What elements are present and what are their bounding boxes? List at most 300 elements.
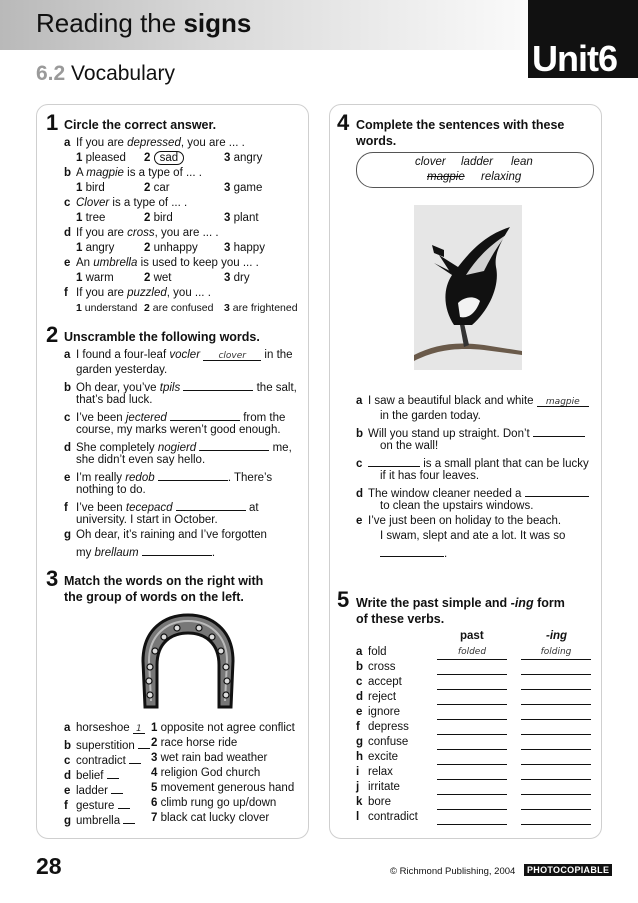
option-f-2 [144,301,213,316]
match-right-1 [151,721,295,736]
question-letter: d [64,227,72,239]
past-answer-line [437,707,507,720]
match-right-5 [151,781,294,796]
ing-answer-line [521,722,591,735]
handwritten-answer: folded [457,647,487,657]
past-answer-line [437,782,507,795]
sentence-text: from the [240,412,286,424]
handwritten-answer: 1 [136,724,142,734]
sentence-text: She completely [76,442,158,454]
match-word: belief [76,770,107,782]
answer-blank [138,736,150,749]
sentence-text: I saw a beautiful black and white [368,395,537,407]
sentence-text: . [211,547,216,559]
option-c-1 [76,211,105,226]
sentence-text: I’ve just been on holiday to the beach. [368,515,562,527]
page-title: Reading the signs [36,8,252,38]
verb-d [356,690,396,705]
sentence-text: garden yesterday. [76,364,168,376]
question-a [64,136,245,151]
option-text: happy [233,242,265,254]
question-keyword: Clover [76,197,110,209]
question-letter: a [356,395,363,407]
past-answer-line [437,722,507,735]
option-number: 2 [144,272,151,284]
option-text: plant [233,212,259,224]
past-answer-line [437,692,507,705]
question-keyword: depressed [127,137,181,149]
verb-a [356,645,387,660]
match-right-4 [151,766,260,781]
ing-answer-line [521,812,591,825]
complete-line [368,439,438,454]
option-e-2 [144,271,172,286]
sentence-text: is a small plant that can be lucky [420,458,589,470]
verb-text: depress [368,721,409,733]
match-group: black cat lucky clover [157,812,270,824]
scrambled-word: redob [125,472,155,484]
handwritten-answer: magpie [545,397,580,407]
option-number: 1 [76,272,83,284]
question-letter: e [64,257,71,269]
question-keyword: puzzled [127,287,167,299]
option-number: 1 [76,242,83,254]
question-letter: e [356,706,363,718]
option-text: bird [153,212,173,224]
sentence-text: Will you stand up straight. Don’t [368,428,533,440]
exercise-2-title: Unscramble the following words. [64,330,260,344]
option-text: understand [84,302,138,314]
sentence-text: my [76,547,95,559]
option-number: 1 [76,302,82,314]
sentence-text: to clean the upstairs windows. [380,500,534,512]
past-answer-line [437,797,507,810]
unscramble-line [64,528,267,543]
question-text: A [76,167,87,179]
match-left-g [64,811,135,829]
match-number: 1 [151,722,158,734]
question-letter: e [64,785,71,797]
question-f [64,286,211,301]
question-letter: i [356,766,360,778]
question-letter: d [356,691,364,703]
question-letter: b [64,740,72,752]
option-f-1 [76,301,137,316]
option-text: tree [85,212,106,224]
complete-line [368,529,565,544]
unscramble-line [64,423,281,438]
unscramble-line [64,363,167,378]
option-number: 2 [144,152,151,164]
option-number: 3 [224,302,230,314]
option-c-3 [224,211,259,226]
question-keyword: umbrella [93,257,138,269]
option-number: 1 [76,212,83,224]
option-number: 3 [224,272,231,284]
past-answer-line [437,752,507,765]
question-letter: d [356,488,364,500]
scrambled-word: brellaum [94,547,139,559]
ing-answer-line [521,662,591,675]
question-letter: b [64,382,72,394]
question-text: is a type of ... . [123,167,202,179]
sentence-text: I’m really [76,472,126,484]
copyright-notice: © Richmond Publishing, 2004 [390,866,516,877]
match-number: 7 [151,812,158,824]
exercise-4-number: 4 [337,110,350,135]
verb-text: contradict [368,811,418,823]
complete-line [356,394,589,409]
ing-answer-line [521,767,591,780]
question-e [64,256,259,271]
scrambled-word: nogierd [157,442,197,454]
sentence-text: me, [269,442,292,454]
match-right-3 [151,751,267,766]
unscramble-line [64,513,218,528]
photocopiable-badge: PHOTOCOPIABLE [524,864,612,876]
question-letter: c [356,676,363,688]
match-group: climb rung go up/down [157,797,277,809]
match-number: 4 [151,767,158,779]
match-word: superstition [76,740,139,752]
verb-text: bore [368,796,392,808]
option-text: warm [85,272,114,284]
answer-blank [176,498,246,511]
question-letter: a [64,722,71,734]
answer-blank [142,543,212,556]
question-letter: f [64,502,68,514]
match-word: umbrella [76,815,124,827]
scrambled-word: vocler [169,349,201,361]
complete-line [368,544,447,562]
option-number: 2 [144,212,151,224]
sentence-text: The window cleaner needed a [368,488,525,500]
verb-j [356,780,400,795]
option-d-2 [144,241,198,256]
match-right-2 [151,736,237,751]
answer-blank [537,394,589,407]
match-right-6 [151,796,276,811]
question-letter: b [356,661,364,673]
sentence-text: I’ve been [76,502,126,514]
sentence-text: she didn’t even say hello. [76,454,206,466]
verb-text: ignore [368,706,400,718]
word-lean: lean [511,156,533,168]
scrambled-word: tecepacd [125,502,173,514]
column-past-header: past [460,630,484,642]
match-right-7 [151,811,269,826]
sentence-text: on the wall! [380,440,439,452]
ing-answer-line [521,677,591,690]
exercise-3-title-line2: the group of words on the left. [64,590,244,604]
past-answer-line [437,737,507,750]
magpie-photo [414,205,522,370]
answer-blank [170,408,240,421]
question-letter: a [356,646,363,658]
question-keyword: cross [127,227,155,239]
option-e-3 [224,271,250,286]
exercise-4-title-line1: Complete the sentences with these [356,118,565,132]
section-heading: 6.2 Vocabulary [36,62,175,85]
verb-text: confuse [368,736,409,748]
sentence-text: if it has four leaves. [380,470,480,482]
exercise-3-title-line1: Match the words on the right with [64,574,264,588]
answer-blank [380,544,444,557]
question-letter: h [356,751,364,763]
option-b-2 [144,181,170,196]
question-letter: a [64,137,71,149]
verb-text: irritate [368,781,400,793]
exercise-1-title: Circle the correct answer. [64,118,217,132]
option-b-3 [224,181,262,196]
question-text: is used to keep you ... . [137,257,259,269]
past-answer-line [437,812,507,825]
exercise-4-title-line2: words. [356,134,397,148]
question-letter: g [356,736,364,748]
question-letter: c [356,458,363,470]
answer-blank [533,424,585,437]
verb-h [356,750,398,765]
question-letter: c [64,412,71,424]
exercise-3-number: 3 [46,566,59,591]
verb-text: accept [368,676,402,688]
question-letter: f [64,287,68,299]
ing-answer-line [521,752,591,765]
question-letter: f [356,721,360,733]
option-b-1 [76,181,105,196]
unscramble-line [64,453,205,468]
answer-blank [368,454,420,467]
question-text: If you are [76,227,128,239]
scrambled-word: jectered [125,412,167,424]
column-ing-header: -ing [546,630,568,642]
unscramble-line [64,348,293,363]
option-number: 1 [76,182,83,194]
verb-c [356,675,402,690]
answer-blank [123,811,135,824]
option-text: are frightened [232,302,298,314]
question-letter: k [356,796,363,808]
verb-k [356,795,391,810]
question-text: If you are [76,137,128,149]
complete-line [368,469,479,484]
match-word: ladder [76,785,112,797]
sentence-text: that’s bad luck. [76,394,153,406]
match-word: horseshoe [76,722,133,734]
answer-blank [158,468,228,481]
option-number: 2 [144,242,151,254]
exercise-5-number: 5 [337,587,350,612]
option-text: pleased [85,152,126,164]
option-text: bird [85,182,105,194]
match-number: 2 [151,737,158,749]
answer-blank [203,348,261,361]
match-number: 5 [151,782,158,794]
sentence-text: I found a four-leaf [76,349,170,361]
option-f-3 [224,301,298,316]
answer-blank [525,484,589,497]
question-letter: c [64,755,71,767]
exercise-2-number: 2 [46,322,59,347]
exercise-1-number: 1 [46,110,59,135]
page-number: 28 [36,853,62,879]
match-number: 3 [151,752,158,764]
option-number: 3 [224,242,231,254]
question-letter: f [64,800,68,812]
sentence-text: course, my marks weren’t good enough. [76,424,281,436]
sentence-text: Oh dear, you’ve [76,382,160,394]
option-text: game [233,182,263,194]
question-letter: b [356,428,364,440]
option-text: wet [153,272,172,284]
ing-answer-line [521,692,591,705]
match-word: contradict [76,755,130,767]
question-c [64,196,187,211]
match-group: wet rain bad weather [157,752,268,764]
sentence-text: the salt, [253,382,297,394]
answer-blank [183,378,253,391]
option-text: angry [233,152,263,164]
question-text: , you are ... . [180,137,245,149]
sentence-text: . There’s [227,472,273,484]
sentence-text: . [444,548,448,560]
verb-text: fold [368,646,387,658]
sentence-text: nothing to do. [76,484,146,496]
scrambled-word: tpils [159,382,181,394]
question-text: , you are ... . [154,227,219,239]
option-text: unhappy [153,242,198,254]
sentence-text: Oh dear, it’s raining and I’ve forgotten [76,529,267,541]
verb-f [356,720,409,735]
unscramble-line [64,483,146,498]
question-letter: j [356,781,360,793]
match-left-a [64,721,145,736]
option-number: 2 [144,182,151,194]
option-a-3 [224,151,262,166]
question-letter: e [64,472,71,484]
unscramble-line [64,393,153,408]
complete-line [368,409,481,424]
word-magpie-crossed: magpie [427,171,465,183]
option-d-1 [76,241,114,256]
sentence-text: in the [261,349,293,361]
question-letter: g [64,815,72,827]
option-number: 3 [224,152,231,164]
question-text: , you ... . [166,287,211,299]
sentence-text: in the garden today. [380,410,481,422]
question-keyword: magpie [86,167,124,179]
option-number: 2 [144,302,150,314]
option-e-1 [76,271,114,286]
ing-answer-line [521,737,591,750]
verb-text: relax [368,766,393,778]
answer-blank [129,751,141,764]
past-answer-line [437,662,507,675]
question-text: If you are [76,287,128,299]
answer-blank [133,721,145,734]
question-letter: c [64,197,71,209]
option-text: dry [233,272,250,284]
verb-g [356,735,408,750]
question-letter: d [64,770,72,782]
option-text: angry [85,242,115,254]
word-clover: clover [415,156,446,168]
handwritten-answer: folding [540,647,572,657]
option-number: 1 [76,152,83,164]
match-group: opposite not agree conflict [157,722,295,734]
past-answer-line [437,767,507,780]
sentence-text: I’ve been [76,412,126,424]
option-number: 3 [224,212,231,224]
match-word: gesture [76,800,118,812]
match-group: race horse ride [157,737,238,749]
verb-i [356,765,393,780]
option-number: 3 [224,182,231,194]
answer-blank [118,796,130,809]
answer-blank [107,766,119,779]
handwritten-answer: clover [218,351,246,361]
verb-e [356,705,400,720]
ing-answer-line [521,797,591,810]
complete-line [356,514,561,529]
answer-blank [111,781,123,794]
verb-text: excite [368,751,399,763]
question-text: is a type of ... . [109,197,188,209]
verb-b [356,660,395,675]
exercise-5-title-line1: Write the past simple and -ing form [356,596,565,610]
verb-text: cross [368,661,396,673]
question-letter: d [64,442,72,454]
circled-answer: sad [154,151,185,165]
option-text: car [153,182,170,194]
unit-label: Unit6 [532,38,617,79]
question-letter: e [356,515,363,527]
complete-line [368,499,533,514]
word-ladder: ladder [461,156,493,168]
question-letter: g [64,529,72,541]
answer-blank [199,438,269,451]
question-d [64,226,219,241]
sentence-text: at [245,502,259,514]
horseshoe-illustration [139,611,237,711]
question-letter: a [64,349,71,361]
unscramble-line [64,543,215,561]
option-text: are confused [152,302,214,314]
match-group: movement generous hand [157,782,295,794]
verb-text: reject [368,691,397,703]
question-letter: b [64,167,72,179]
ing-answer-line [521,707,591,720]
option-a-1 [76,151,126,166]
past-answer-line [437,647,507,660]
question-b [64,166,202,181]
word-relaxing: relaxing [481,171,522,183]
option-c-2 [144,211,173,226]
past-answer-line [437,677,507,690]
ing-answer-line [521,647,591,660]
sentence-text: I swam, slept and ate a lot. It was so [380,530,566,542]
match-number: 6 [151,797,158,809]
option-d-3 [224,241,265,256]
question-letter: l [356,811,360,823]
ing-answer-line [521,782,591,795]
sentence-text: university. I start in October. [76,514,218,526]
verb-l [356,810,418,825]
option-a-2 [144,151,184,166]
exercise-5-title-line2: of these verbs. [356,612,445,626]
question-text: An [76,257,94,269]
match-group: religion God church [157,767,261,779]
